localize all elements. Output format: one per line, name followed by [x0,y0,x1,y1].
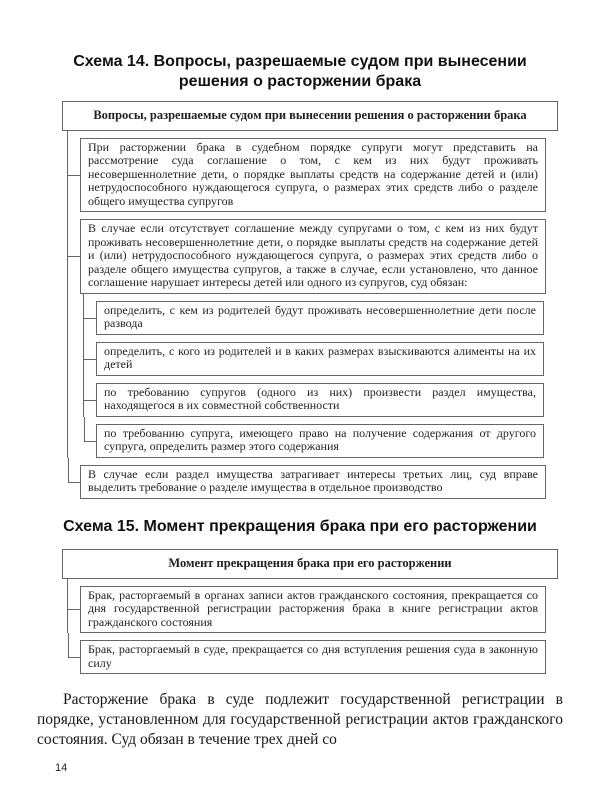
scheme14-diagram [62,101,558,499]
scheme14-tree [67,131,546,499]
scheme15-tree [67,579,546,675]
scheme15-root-box: Момент прекращения брака при его расторжении [62,549,558,579]
scheme15-branch-1 [67,579,546,634]
diagram-box: по требованию супруга, имеющего право на получение содержания от другого супруга, определить размер этого содержания [96,424,544,458]
scheme14-root-box: Вопросы, разрешаемые судом при вынесении решения о расторжении брака [62,101,558,131]
scheme14-subbranch-2 [83,335,544,376]
scheme14-subbranch-1 [83,294,544,335]
scheme15-branch-2 [67,633,546,674]
scheme14-branch-2 [67,212,546,458]
page-number: 14 [55,762,68,775]
body-paragraph: Расторжение брака в суде подлежит государственной регистрации в порядке, установленном для государственной регистрации актов гражданского состояния. Суд обязан в течение трех дней со [37,691,563,749]
scheme14-branch-3 [67,458,546,499]
diagram-box: определить, с кого из родителей и в каких размерах взыскиваются алименты на их детей [96,342,544,376]
scheme14-heading: Схема 14. Вопросы, разрешаемые судом при вынесении решения о расторжении брака [73,53,527,91]
scheme15-diagram [62,549,558,674]
diagram-box: определить, с кем из родителей будут проживать несовершеннолетние дети после развода [96,301,544,335]
diagram-box: по требованию супругов (одного из них) произвести раздел имущества, находящегося в их совместной собственности [96,383,544,417]
scheme15-heading: Схема 15. Момент прекращения брака при его расторжении [63,517,537,535]
diagram-box: Брак, расторгаемый в суде, прекращается со дня вступления решения суда в законную силу [80,640,546,674]
diagram-box: В случае если отсутствует соглашение между супругами о том, с кем из них будут проживать несовершеннолетние дети, о порядке выплаты средств на содержание детей и (или) нетрудоспособного нуждающегося супруга, о размерах этих средств либо о разделе общего имущества супругов, а также в случае, если установлено, что данное соглашение нарушает интересы детей или одного из супругов, суд обязан: [80,219,546,294]
scheme14-subtree [83,294,544,458]
scheme14-subbranch-4 [83,417,544,458]
diagram-box: В случае если раздел имущества затрагивает интересы третьих лиц, суд вправе выделить требование о разделе имущества в отдельное производство [80,465,546,499]
scheme14-branch-1 [67,131,546,213]
scheme14-subbranch-3 [83,376,544,417]
diagram-box: При расторжении брака в судебном порядке супруги могут представить на рассмотрение суда соглашение о том, с кем из них будут проживать несовершеннолетние дети, о порядке выплаты средств на содержание детей и (или) нетрудоспособного нуждающегося супруга, о размерах этих средств либо о разделе общего имущества супругов [80,138,546,213]
diagram-box: Брак, расторгаемый в органах записи актов гражданского состояния, прекращается со дня государственной регистрации расторжения брака в книге регистрации актов гражданского состояния [80,586,546,634]
